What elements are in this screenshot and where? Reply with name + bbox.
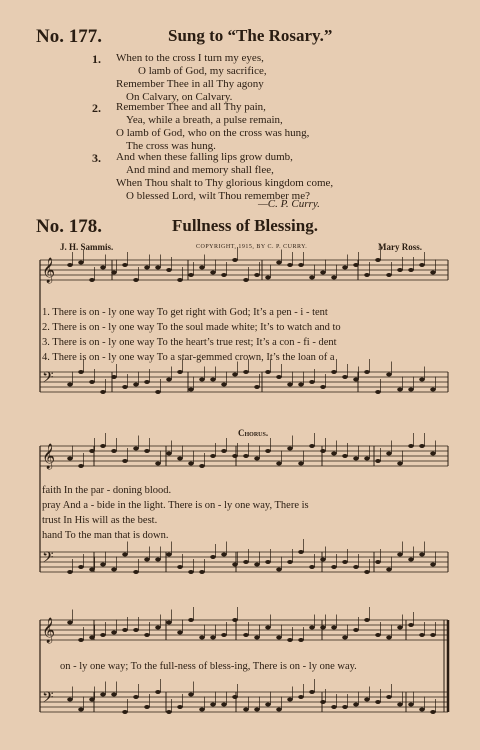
note-head <box>89 636 95 640</box>
note-head <box>78 370 84 374</box>
note-head <box>144 266 150 270</box>
note-head <box>331 370 337 374</box>
note-head <box>166 378 172 382</box>
note-head <box>133 570 139 574</box>
note-head <box>320 700 326 704</box>
note-head <box>155 558 161 562</box>
note-head <box>144 558 150 562</box>
lyricist-credit: Mary Ross. <box>378 242 422 252</box>
note-head <box>265 626 271 630</box>
note-head <box>199 378 205 382</box>
note-head <box>111 449 117 453</box>
stanza-line: Remember Thee and all Thy pain, <box>116 101 266 113</box>
note-head <box>353 378 359 382</box>
verse-4-lyrics: 4. There is on - ly one way To a star-gemmed crown, It’s the loan of a <box>42 352 335 363</box>
note-head <box>188 570 194 574</box>
note-head <box>199 708 205 712</box>
note-head <box>254 563 260 567</box>
note-head <box>419 633 425 637</box>
note-head <box>320 626 326 630</box>
system-3-lyrics: on - ly one way; To the full-ness of bless-ing, There is on - ly one way. <box>60 661 357 672</box>
note-head <box>122 263 128 267</box>
note-head <box>144 705 150 709</box>
note-head <box>100 633 106 637</box>
stanza-line: O lamb of God, who on the cross was hung, <box>116 127 310 139</box>
note-head <box>331 276 337 280</box>
note-head <box>133 278 139 282</box>
note-head <box>210 636 216 640</box>
note-head <box>100 563 106 567</box>
note-head <box>166 621 172 625</box>
note-head <box>221 273 227 277</box>
note-head <box>177 457 183 461</box>
bass-clef-icon: 𝄢 <box>42 369 54 390</box>
note-head <box>232 258 238 262</box>
verse-2-lyrics: 2. There is on - ly one way To the soul made white; It’s to watch and to <box>42 322 341 333</box>
stanza-line: Yea, while a breath, a pulse remain, <box>126 114 283 126</box>
stanza-2-number: 2. <box>92 101 101 115</box>
note-head <box>430 633 436 637</box>
note-head <box>375 633 381 637</box>
note-head <box>287 263 293 267</box>
note-head <box>243 560 249 564</box>
note-head <box>364 698 370 702</box>
note-head <box>276 568 282 572</box>
note-head <box>430 452 436 456</box>
note-head <box>276 462 282 466</box>
note-head <box>419 263 425 267</box>
note-head <box>386 636 392 640</box>
note-head <box>177 565 183 569</box>
note-head <box>210 454 216 458</box>
note-head <box>276 261 282 265</box>
note-head <box>397 388 403 392</box>
hymn-177-author: —C. P. Curry. <box>258 198 320 210</box>
note-head <box>375 700 381 704</box>
note-head <box>144 380 150 384</box>
note-head <box>232 454 238 458</box>
note-head <box>67 457 73 461</box>
note-head <box>430 271 436 275</box>
note-head <box>298 383 304 387</box>
note-head <box>375 258 381 262</box>
note-head <box>430 388 436 392</box>
note-head <box>397 268 403 272</box>
note-head <box>188 462 194 466</box>
verse-3-lyrics: 3. There is on - ly one way To the heart’s true rest; It’s a con - fi - dent <box>42 337 337 348</box>
note-head <box>210 555 216 559</box>
copyright-notice: COPYRIGHT, 1915, BY C. P. CURRY. <box>196 244 308 250</box>
stanza-1-number: 1. <box>92 52 101 66</box>
note-head <box>188 693 194 697</box>
system-2-lyrics-4: hand To the man that is down. <box>42 530 169 541</box>
note-head <box>397 553 403 557</box>
note-head <box>408 444 414 448</box>
note-head <box>210 271 216 275</box>
note-head <box>67 570 73 574</box>
note-head <box>375 390 381 394</box>
note-head <box>331 565 337 569</box>
note-head <box>287 383 293 387</box>
composer-credit: J. H. Sammis. <box>60 242 114 252</box>
chorus-label: Chorus. <box>238 428 269 438</box>
note-head <box>375 560 381 564</box>
note-head <box>78 261 84 265</box>
note-head <box>408 268 414 272</box>
note-head <box>254 457 260 461</box>
note-head <box>155 462 161 466</box>
note-head <box>309 380 315 384</box>
note-head <box>78 464 84 468</box>
note-head <box>133 695 139 699</box>
note-head <box>364 570 370 574</box>
note-head <box>232 373 238 377</box>
note-head <box>89 698 95 702</box>
stanza-3-number: 3. <box>92 151 101 165</box>
note-head <box>386 273 392 277</box>
note-head <box>232 563 238 567</box>
note-head <box>78 708 84 712</box>
note-head <box>353 457 359 461</box>
note-head <box>254 636 260 640</box>
note-head <box>221 383 227 387</box>
note-head <box>155 626 161 630</box>
note-head <box>287 638 293 642</box>
system-2-lyrics-3: trust In His will as the best. <box>42 515 158 526</box>
note-head <box>78 638 84 642</box>
note-head <box>342 705 348 709</box>
note-head <box>243 708 249 712</box>
note-head <box>276 708 282 712</box>
note-head <box>100 390 106 394</box>
note-head <box>331 705 337 709</box>
system-2-lyrics-1: faith In the par - doning blood. <box>42 485 172 496</box>
note-head <box>188 618 194 622</box>
note-head <box>155 390 161 394</box>
note-head <box>419 444 425 448</box>
note-head <box>364 370 370 374</box>
note-head <box>309 690 315 694</box>
note-head <box>221 553 227 557</box>
note-head <box>199 570 205 574</box>
note-head <box>243 454 249 458</box>
note-head <box>364 618 370 622</box>
note-head <box>89 568 95 572</box>
note-head <box>419 553 425 557</box>
system-2-lyrics-2: pray And a - bide in the light. There is on - ly one way, There is <box>42 500 309 511</box>
note-head <box>111 693 117 697</box>
note-head <box>287 560 293 564</box>
note-head <box>166 452 172 456</box>
note-head <box>276 375 282 379</box>
note-head <box>309 444 315 448</box>
note-head <box>298 462 304 466</box>
note-head <box>144 633 150 637</box>
note-head <box>133 628 139 632</box>
note-head <box>177 705 183 709</box>
note-head <box>397 626 403 630</box>
note-head <box>298 638 304 642</box>
note-head <box>342 560 348 564</box>
note-head <box>320 449 326 453</box>
note-head <box>397 703 403 707</box>
note-head <box>342 375 348 379</box>
note-head <box>221 703 227 707</box>
stanza-line: And when these falling lips grow dumb, <box>116 151 293 163</box>
note-head <box>111 568 117 572</box>
note-head <box>430 563 436 567</box>
note-head <box>309 626 315 630</box>
note-head <box>232 695 238 699</box>
note-head <box>265 276 271 280</box>
note-head <box>166 710 172 714</box>
note-head <box>243 370 249 374</box>
note-head <box>155 266 161 270</box>
note-head <box>100 693 106 697</box>
stanza-line: O lamb of God, my sacrifice, <box>138 65 267 77</box>
note-head <box>309 276 315 280</box>
note-head <box>254 385 260 389</box>
note-head <box>199 464 205 468</box>
stanza-line: The cross was hung. <box>126 140 216 152</box>
note-head <box>386 695 392 699</box>
note-head <box>331 626 337 630</box>
note-head <box>364 273 370 277</box>
note-head <box>353 703 359 707</box>
note-head <box>342 454 348 458</box>
note-head <box>309 565 315 569</box>
stanza-line: When Thou shalt to Thy glorious kingdom come, <box>116 177 334 189</box>
note-head <box>122 459 128 463</box>
note-head <box>331 452 337 456</box>
note-head <box>254 708 260 712</box>
note-head <box>221 449 227 453</box>
note-head <box>111 271 117 275</box>
note-head <box>320 558 326 562</box>
note-head <box>397 462 403 466</box>
note-head <box>67 621 73 625</box>
note-head <box>122 710 128 714</box>
note-head <box>320 271 326 275</box>
note-head <box>199 636 205 640</box>
note-head <box>177 370 183 374</box>
hymn-177-number: No. 177. <box>36 26 102 47</box>
note-head <box>408 703 414 707</box>
note-head <box>144 449 150 453</box>
note-head <box>353 263 359 267</box>
note-head <box>243 278 249 282</box>
treble-clef-icon: 𝄞 <box>42 618 56 643</box>
note-head <box>265 560 271 564</box>
note-head <box>210 703 216 707</box>
note-head <box>155 690 161 694</box>
note-head <box>386 373 392 377</box>
note-head <box>265 449 271 453</box>
note-head <box>177 631 183 635</box>
note-head <box>419 378 425 382</box>
note-head <box>320 385 326 389</box>
note-head <box>408 623 414 627</box>
note-head <box>177 278 183 282</box>
note-head <box>386 568 392 572</box>
note-head <box>265 370 271 374</box>
note-head <box>221 633 227 637</box>
note-head <box>188 273 194 277</box>
stanza-line: On Calvary, on Calvary. <box>126 91 233 103</box>
note-head <box>188 388 194 392</box>
note-head <box>133 447 139 451</box>
note-head <box>430 710 436 714</box>
stanza-line: And mind and memory shall flee, <box>126 164 274 176</box>
hymn-177-title: Sung to “The Rosary.” <box>168 26 333 45</box>
note-head <box>89 380 95 384</box>
note-head <box>419 708 425 712</box>
bass-clef-icon: 𝄢 <box>42 689 54 710</box>
note-head <box>111 375 117 379</box>
note-head <box>342 266 348 270</box>
note-head <box>353 565 359 569</box>
note-head <box>100 266 106 270</box>
note-head <box>254 273 260 277</box>
note-head <box>89 278 95 282</box>
note-head <box>375 459 381 463</box>
note-head <box>276 636 282 640</box>
note-head <box>287 698 293 702</box>
note-head <box>353 628 359 632</box>
note-head <box>111 631 117 635</box>
note-head <box>408 388 414 392</box>
note-head <box>342 636 348 640</box>
note-head <box>122 628 128 632</box>
treble-clef-icon: 𝄞 <box>42 444 56 469</box>
note-head <box>89 449 95 453</box>
note-head <box>122 385 128 389</box>
note-head <box>210 378 216 382</box>
stanza-line: When to the cross I turn my eyes, <box>116 52 264 64</box>
note-head <box>122 553 128 557</box>
note-head <box>243 633 249 637</box>
note-head <box>298 550 304 554</box>
stanza-line: Remember Thee in all Thy agony <box>116 78 264 90</box>
note-head <box>133 383 139 387</box>
note-head <box>287 447 293 451</box>
note-head <box>67 263 73 267</box>
note-head <box>78 565 84 569</box>
note-head <box>364 457 370 461</box>
hymn-178-title: Fullness of Blessing. <box>172 216 318 235</box>
note-head <box>265 703 271 707</box>
note-head <box>67 383 73 387</box>
note-head <box>166 268 172 272</box>
note-head <box>67 698 73 702</box>
note-head <box>298 263 304 267</box>
note-head <box>166 553 172 557</box>
hymn-178-number: No. 178. <box>36 216 102 237</box>
bass-clef-icon: 𝄢 <box>42 549 54 570</box>
treble-clef-icon: 𝄞 <box>42 258 56 283</box>
stanza-line: O blessed Lord, wilt Thou remember me? <box>126 190 310 202</box>
note-head <box>298 695 304 699</box>
note-head <box>100 444 106 448</box>
note-head <box>386 452 392 456</box>
note-head <box>199 266 205 270</box>
note-head <box>232 618 238 622</box>
verse-1-lyrics: 1. There is on - ly one way To get right with God; It’s a pen - i - tent <box>42 307 328 318</box>
note-head <box>408 558 414 562</box>
